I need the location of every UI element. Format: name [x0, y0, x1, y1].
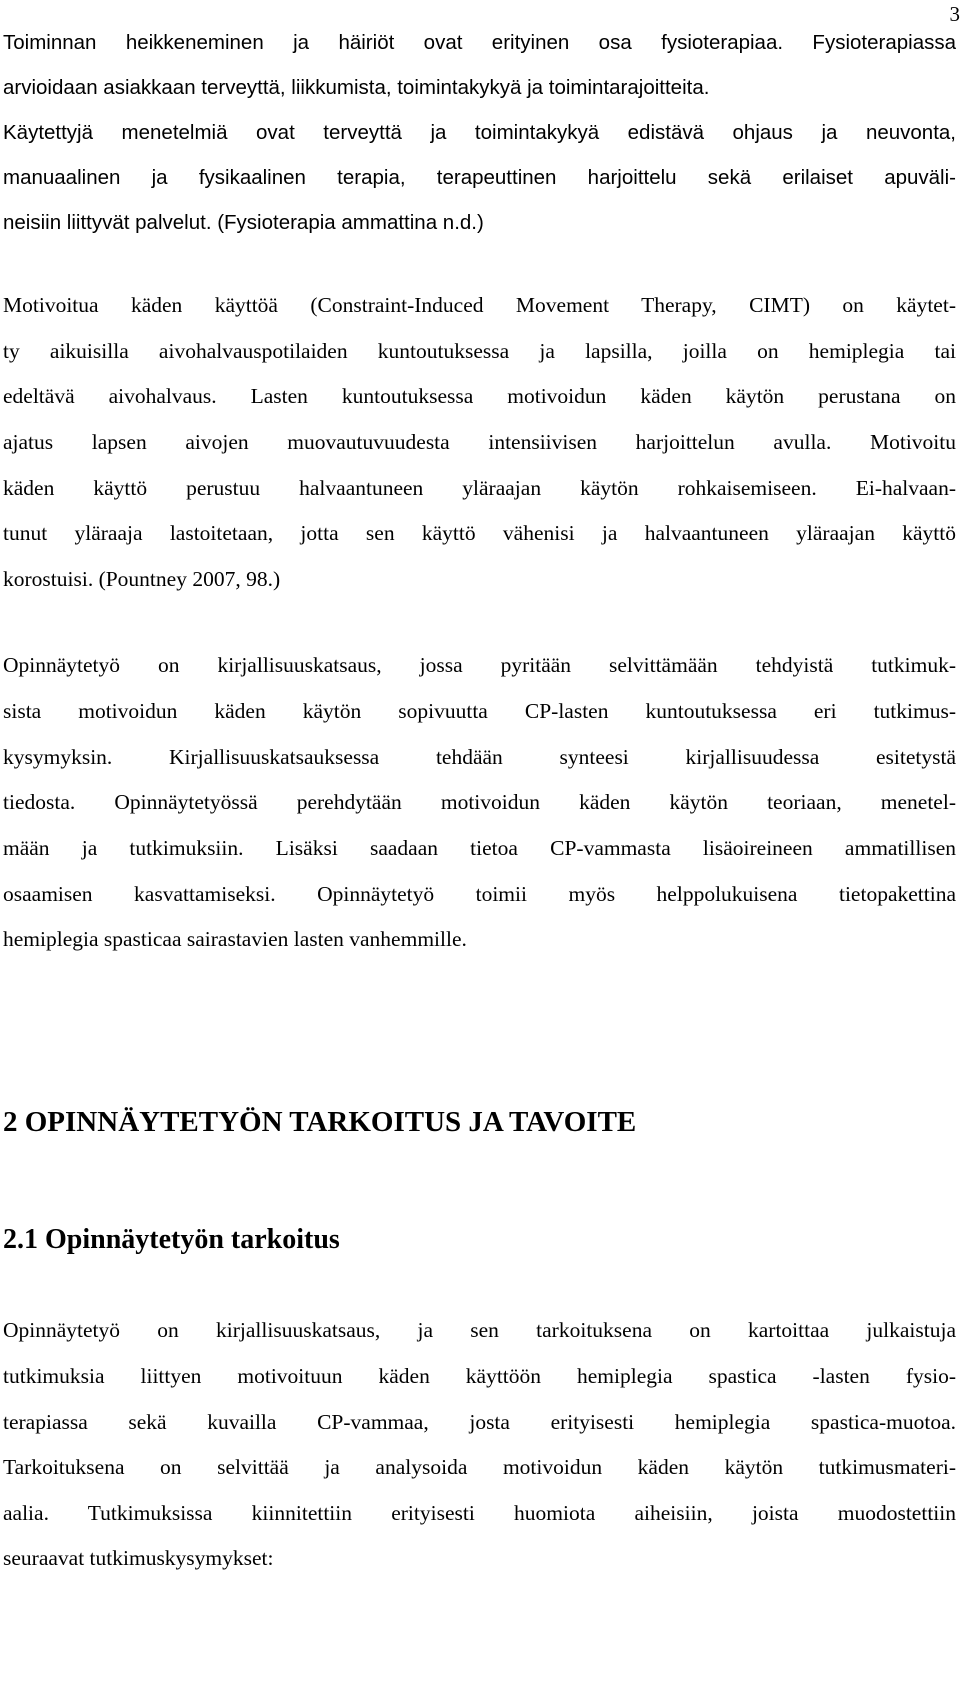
paragraph-2-line: tunut yläraaja lastoitetaan, jotta sen käyttö vähenisi ja halvaantuneen yläraajan käyttö: [3, 521, 956, 545]
paragraph-1-line: manuaalinen ja fysikaalinen terapia, terapeuttinen harjoittelu sekä erilaiset apuväli-: [3, 166, 956, 189]
paragraph-3-line: kysymyksin. Kirjallisuuskatsauksessa tehdään synteesi kirjallisuudessa esitetystä: [3, 745, 956, 769]
paragraph-3-line: sista motivoidun käden käytön sopivuutta CP-lasten kuntoutuksessa eri tutkimus-: [3, 699, 956, 723]
section-heading: 2.1 Opinnäytetyön tarkoitus: [3, 1224, 340, 1255]
paragraph-3-line: tiedosta. Opinnäytetyössä perehdytään motivoidun käden käytön teoriaan, menetel-: [3, 790, 956, 814]
paragraph-1-line: Toiminnan heikkeneminen ja häiriöt ovat erityinen osa fysioterapiaa. Fysioterapiassa: [3, 31, 956, 54]
paragraph-2-line: käden käyttö perustuu halvaantuneen yläraajan käytön rohkaisemiseen. Ei-halvaan-: [3, 476, 956, 500]
paragraph-1-line: arvioidaan asiakkaan terveyttä, liikkumista, toimintakykyä ja toimintarajoitteita.: [3, 76, 710, 99]
paragraph-2-line: Motivoitua käden käyttöä (Constraint-Induced Movement Therapy, CIMT) on käytet-: [3, 293, 956, 317]
paragraph-4-line: seuraavat tutkimuskysymykset:: [3, 1546, 274, 1570]
paragraph-2-line: ajatus lapsen aivojen muovautuvuudesta intensiivisen harjoittelun avulla. Motivoitu: [3, 430, 956, 454]
paragraph-4-line: Tarkoituksena on selvittää ja analysoida motivoidun käden käytön tutkimusmateri-: [3, 1455, 956, 1479]
paragraph-4-line: terapiassa sekä kuvailla CP-vammaa, josta erityisesti hemiplegia spastica-muotoa.: [3, 1410, 956, 1434]
paragraph-3-line: Opinnäytetyö on kirjallisuuskatsaus, jossa pyritään selvittämään tehdyistä tutkimuk-: [3, 653, 956, 677]
chapter-heading: 2 OPINNÄYTETYÖN TARKOITUS JA TAVOITE: [3, 1106, 637, 1138]
paragraph-2-line: ty aikuisilla aivohalvauspotilaiden kuntoutuksessa ja lapsilla, joilla on hemiplegia tai: [3, 339, 956, 363]
paragraph-4-line: Opinnäytetyö on kirjallisuuskatsaus, ja sen tarkoituksena on kartoittaa julkaistuja: [3, 1318, 956, 1342]
paragraph-4-line: aalia. Tutkimuksissa kiinnitettiin erityisesti huomiota aiheisiin, joista muodostettiin: [3, 1501, 956, 1525]
paragraph-1-line: neisiin liittyvät palvelut. (Fysioterapia ammattina n.d.): [3, 211, 484, 234]
paragraph-3-line: mään ja tutkimuksiin. Lisäksi saadaan tietoa CP-vammasta lisäoireineen ammatillisen: [3, 836, 956, 860]
paragraph-3-line: hemiplegia spasticaa sairastavien lasten vanhemmille.: [3, 927, 467, 951]
page-number: 3: [949, 2, 960, 26]
paragraph-3-line: osaamisen kasvattamiseksi. Opinnäytetyö toimii myös helppolukuisena tietopakettina: [3, 882, 956, 906]
paragraph-2-line: edeltävä aivohalvaus. Lasten kuntoutuksessa motivoidun käden käytön perustana on: [3, 384, 956, 408]
paragraph-2-line: korostuisi. (Pountney 2007, 98.): [3, 567, 281, 591]
paragraph-4-line: tutkimuksia liittyen motivoituun käden käyttöön hemiplegia spastica -lasten fysio-: [3, 1364, 956, 1388]
paragraph-1-line: Käytettyjä menetelmiä ovat terveyttä ja toimintakykyä edistävä ohjaus ja neuvonta,: [3, 121, 956, 144]
